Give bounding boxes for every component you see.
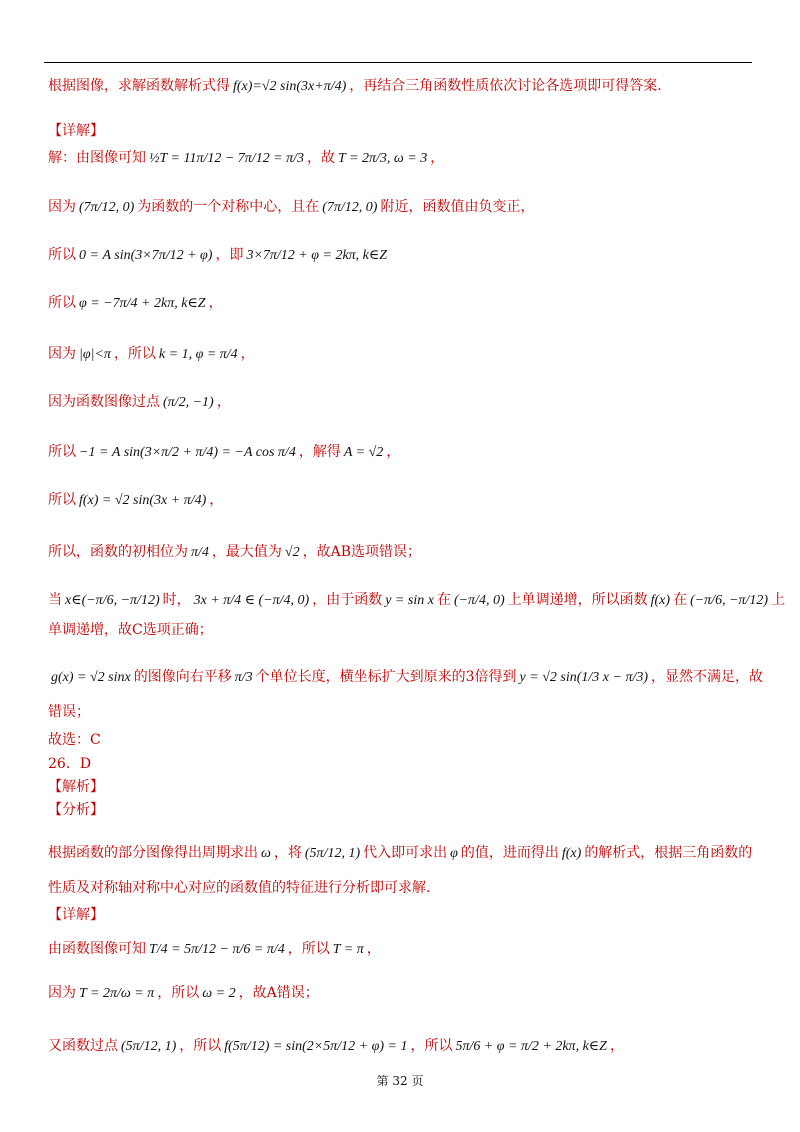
math-expression: ω = 2 xyxy=(202,986,236,1001)
text-segment: 上 xyxy=(771,592,786,608)
math-expression: k = 1, φ = π/4 xyxy=(158,347,238,362)
math-expression: T/4 = 5π/12 − π/6 = π/4 xyxy=(149,942,285,957)
math-expression: 3x + π/4 ∈ (−π/4, 0) xyxy=(193,593,310,608)
text-segment: ，最大值为 xyxy=(211,544,282,560)
text-line xyxy=(48,245,390,266)
text-segment: 因为 xyxy=(48,346,76,362)
math-expression: φ xyxy=(450,846,458,861)
text-line xyxy=(48,148,444,169)
text-line xyxy=(48,800,104,820)
text-segment: 所以 xyxy=(48,295,76,311)
math-expression: g(x) = √2 sinx xyxy=(51,670,131,685)
text-segment: ，由于函数 xyxy=(312,592,383,608)
text-segment: 因为函数图像过点 xyxy=(48,394,160,410)
text-segment: 在 xyxy=(673,592,688,608)
text-segment: ， xyxy=(240,346,255,362)
text-line xyxy=(48,442,400,463)
text-segment: ，所以 xyxy=(410,1038,453,1054)
text-segment: 根据函数的部分图像得出周期求出 xyxy=(48,845,258,861)
text-segment: 代入即可求出 xyxy=(363,845,448,861)
text-segment: ， xyxy=(609,1038,624,1054)
text-line xyxy=(48,542,421,563)
text-line xyxy=(48,76,662,97)
math-expression: (7π/12, 0) xyxy=(79,200,135,215)
text-segment: 附近，函数值由负变正， xyxy=(380,199,535,215)
text-line xyxy=(48,121,104,141)
text-segment: 由函数图像可知 xyxy=(48,941,146,957)
text-segment: 所以 xyxy=(48,247,76,263)
text-segment: 所以 xyxy=(48,492,76,508)
text-segment: 因为 xyxy=(48,199,76,215)
math-expression: φ = −7π/4 + 2kπ, k∈Z xyxy=(79,296,206,311)
text-segment: ，即 xyxy=(215,247,244,263)
text-line xyxy=(48,843,752,864)
text-segment: ，故A错误； xyxy=(238,985,319,1001)
text-segment: 【分析】 xyxy=(48,802,104,818)
math-expression: A = √2 xyxy=(343,445,384,460)
text-segment: ，故 xyxy=(307,150,336,166)
text-segment: 时， xyxy=(162,592,191,608)
text-segment: 26．D xyxy=(48,756,92,772)
math-expression: |φ|<π xyxy=(79,347,111,362)
text-line xyxy=(48,754,91,774)
text-segment: 单调递增，故C选项正确； xyxy=(48,622,213,638)
math-expression: 0 = A sin(3×7π/12 + φ) xyxy=(79,248,213,263)
math-expression: x∈(−π/6, −π/12) xyxy=(65,593,160,608)
math-expression: y = sin x xyxy=(385,593,434,608)
text-line xyxy=(48,777,104,797)
text-line xyxy=(48,939,381,960)
math-expression: π/4 xyxy=(191,545,209,560)
text-segment: ， xyxy=(366,941,381,957)
text-segment: ，解得 xyxy=(298,444,341,460)
text-segment: ，所以 xyxy=(157,985,200,1001)
math-expression: f(x) xyxy=(650,593,671,608)
math-expression: T = π xyxy=(332,942,364,957)
math-expression: y = √2 sin(1/3 x − π/3) xyxy=(519,670,649,685)
text-segment: 错误； xyxy=(48,704,90,720)
page-number: 第 32 页 xyxy=(376,1074,424,1088)
text-segment: 当 xyxy=(48,592,62,608)
math-expression: f(x) = √2 sin(3x + π/4) xyxy=(79,493,207,508)
text-segment: ，再结合三角函数性质依次讨论各选项即可得答案. xyxy=(349,78,662,94)
math-expression: (−π/6, −π/12) xyxy=(690,593,769,608)
text-segment: 【详解】 xyxy=(48,907,104,923)
text-line xyxy=(48,1036,624,1057)
math-expression: −1 = A sin(3×π/2 + π/4) = −A cos π/4 xyxy=(79,445,296,460)
text-line xyxy=(48,197,534,218)
text-segment: 为函数的一个对称中心，且在 xyxy=(137,199,320,215)
text-line xyxy=(48,344,255,365)
math-expression: 3×7π/12 + φ = 2kπ, k∈Z xyxy=(246,248,388,263)
math-expression: (−π/4, 0) xyxy=(453,593,505,608)
text-segment: ，将 xyxy=(273,845,302,861)
text-line xyxy=(48,983,319,1004)
text-segment: 个单位长度，横坐标扩大到原来的3倍得到 xyxy=(255,669,517,685)
text-line xyxy=(48,293,223,314)
text-line xyxy=(48,392,231,413)
text-segment: ， xyxy=(216,394,231,410)
text-line xyxy=(48,905,104,925)
text-segment: 的图像向右平移 xyxy=(133,669,232,685)
text-segment: 故选：C xyxy=(48,732,101,748)
text-segment: ，所以 xyxy=(179,1038,222,1054)
text-segment: ， xyxy=(430,150,445,166)
text-segment: 在 xyxy=(436,592,451,608)
math-expression: T = 2π/ω = π xyxy=(79,986,155,1001)
text-segment: ，所以 xyxy=(113,346,156,362)
text-segment: 又函数过点 xyxy=(48,1038,118,1054)
text-segment: 【详解】 xyxy=(48,123,104,139)
math-expression: f(x) xyxy=(561,846,582,861)
header-rule xyxy=(44,62,752,63)
text-segment: ，故AB选项错误； xyxy=(302,544,421,560)
text-segment: ， xyxy=(208,295,223,311)
text-segment: 上单调递增，所以函数 xyxy=(507,592,648,608)
text-segment: 所以 xyxy=(48,444,76,460)
text-line xyxy=(48,667,763,688)
text-segment: 根据图像，求解函数解析式得 xyxy=(48,78,230,94)
math-expression: (7π/12, 0) xyxy=(322,200,378,215)
text-segment: ，所以 xyxy=(287,941,330,957)
text-segment: 性质及对称轴对称中心对应的函数值的特征进行分析即可求解. xyxy=(48,880,431,896)
text-segment: 所以，函数的初相位为 xyxy=(48,544,188,560)
text-segment: 的值，进而得出 xyxy=(460,845,559,861)
text-segment: ， xyxy=(209,492,224,508)
math-expression: 5π/6 + φ = π/2 + 2kπ, k∈Z xyxy=(455,1039,607,1054)
math-expression: T = 2π/3, ω = 3 xyxy=(338,151,428,166)
math-expression: √2 xyxy=(284,545,300,560)
text-segment: 的解析式，根据三角函数的 xyxy=(584,845,753,861)
text-line xyxy=(48,490,223,511)
math-expression: (5π/12, 1) xyxy=(121,1039,177,1054)
math-expression: ½T = 11π/12 − 7π/12 = π/3 xyxy=(149,151,305,166)
math-expression: f(5π/12) = sin(2×5π/12 + φ) = 1 xyxy=(224,1039,408,1054)
text-segment: ，显然不满足，故 xyxy=(651,669,764,685)
text-line xyxy=(48,590,785,611)
math-expression: ω xyxy=(261,846,271,861)
text-segment: 解：由图像可知 xyxy=(48,150,146,166)
text-line xyxy=(48,730,101,750)
text-line xyxy=(48,878,430,898)
text-line xyxy=(48,702,90,722)
math-expression: π/3 xyxy=(234,670,253,685)
math-expression: (π/2, −1) xyxy=(163,395,214,410)
math-expression: f(x)=√2 sin(3x+π/4) xyxy=(233,79,347,94)
text-segment: ， xyxy=(386,444,401,460)
text-line xyxy=(48,620,213,640)
text-segment: 因为 xyxy=(48,985,76,1001)
text-segment: 【解析】 xyxy=(48,779,104,795)
math-expression: (5π/12, 1) xyxy=(304,846,361,861)
